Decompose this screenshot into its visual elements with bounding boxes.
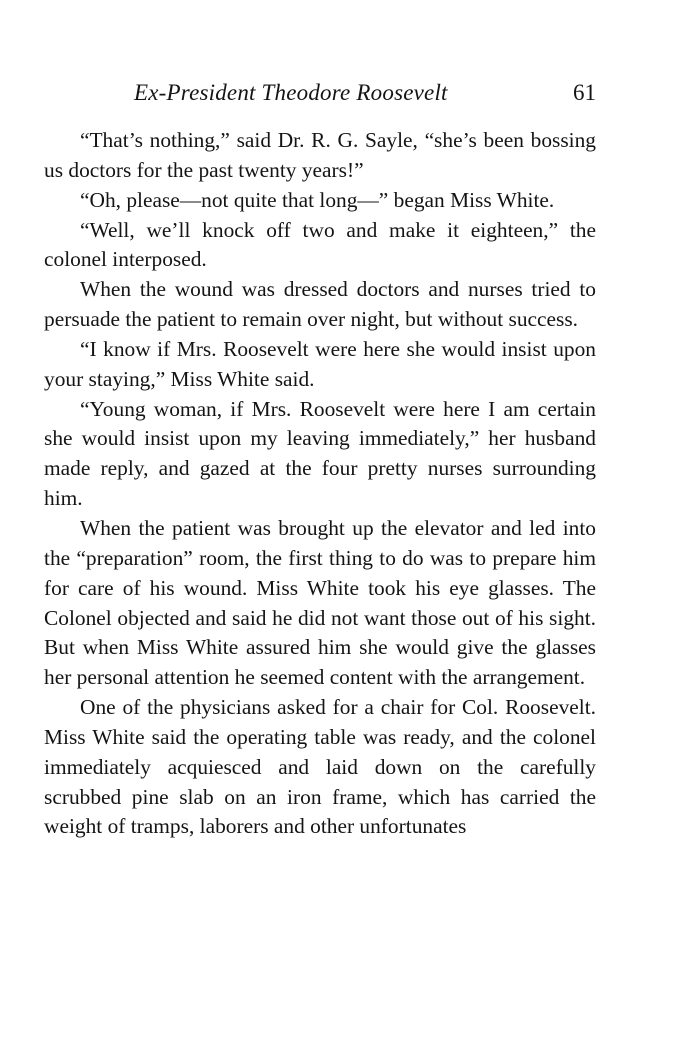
- paragraph-3: “Well, we’ll knock off two and make it eighteen,” the colonel interposed.: [44, 217, 596, 272]
- paragraph-6: “Young woman, if Mrs. Roosevelt were here I am certain she would insist upon my leaving immediately,” her husband made reply, and gazed at the four pretty nurses surrounding him.: [44, 396, 596, 511]
- paragraph-8: One of the physicians asked for a chair for Col. Roosevelt. Miss White said the operating table was ready, and the colonel immediately acquiesced and laid down on the carefully scrubbed pine slab on an iron frame, which has carried the weight of tramps, laborers and other unfortunates: [44, 695, 596, 839]
- page-number: 61: [573, 80, 596, 105]
- running-title: Ex-President Theodore Roosevelt: [134, 80, 448, 105]
- paragraph-2: “Oh, please—not quite that long—” began Miss White.: [80, 187, 555, 212]
- paragraph-1: “That’s nothing,” said Dr. R. G. Sayle, “she’s been bossing us doctors for the past twenty years!”: [44, 128, 596, 182]
- running-head: [44, 80, 596, 112]
- paragraph-4: When the wound was dressed doctors and nurses tried to persuade the patient to remain over night, but without success.: [44, 277, 596, 332]
- paragraph-7: When the patient was brought up the elevator and led into the “preparation” room, the first thing to do was to prepare him for care of his wound. Miss White took his eye glasses. The Colonel objected and said he did not want those out of his sight. But when Miss White assured him she would give the glasses her personal attention he seemed content with the arrangement.: [44, 515, 596, 690]
- body-text: [44, 126, 596, 842]
- paragraph-5: “I know if Mrs. Roosevelt were here she would insist upon your staying,” Miss White said.: [44, 336, 596, 391]
